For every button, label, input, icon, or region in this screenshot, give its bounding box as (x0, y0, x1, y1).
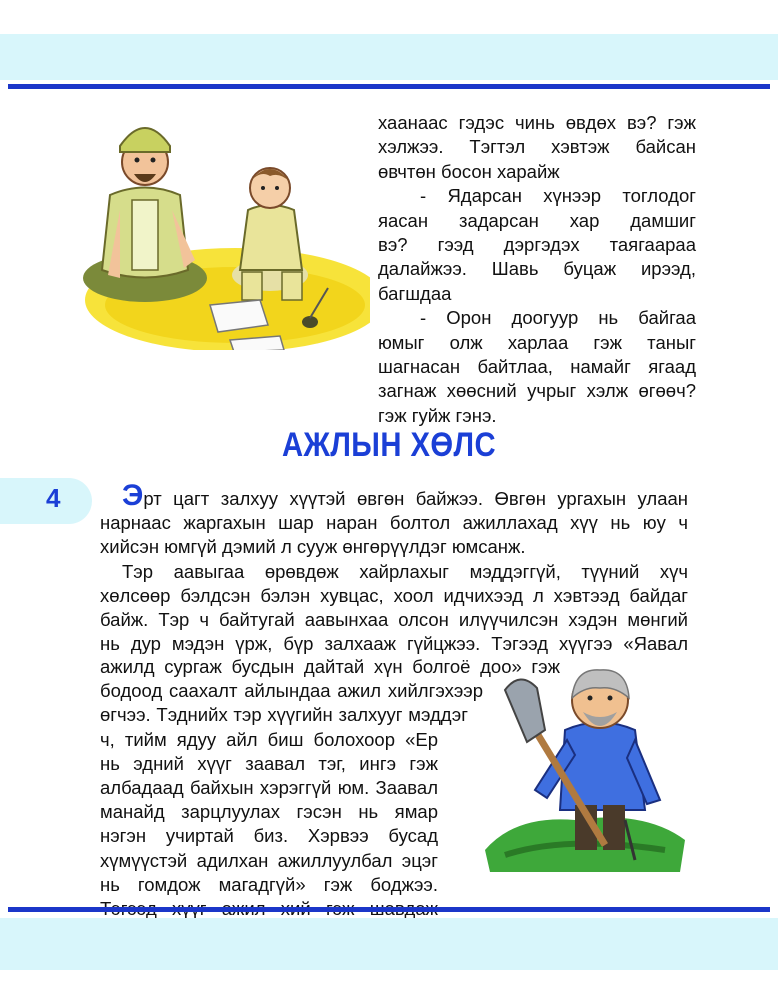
text-line: өвчтөн босон харайж (378, 160, 560, 182)
text-line: хаанаас гэдэс чинь өвдөх вэ? гэж (378, 112, 696, 133)
text-line: байж. Тэр ч байтугай аавынхаа олсон илүүчилсэн хэдэн мөнгий (100, 609, 688, 631)
text-line: - Ядарсан хүнээр тоглодог (420, 185, 696, 207)
drop-cap: Э (122, 479, 144, 512)
teacher-student-illustration (70, 100, 370, 350)
text-line: вэ? гээд дэргэдэх таягаараа (378, 234, 696, 256)
text-line: шагнасан байтлаа, намайг ягаад (378, 356, 696, 378)
text-line: нарнаас жаргахын шар наран болтол ажиллахад хүү нь юу ч (100, 512, 688, 534)
story-body-full (100, 479, 688, 656)
bottom-footer-band (0, 918, 778, 970)
text-line: багшдаа (378, 282, 452, 304)
page-number: 4 (46, 483, 61, 513)
text-line: ажилд сургаж бусдын дайтай хүн болгоё доо» гэж (100, 656, 560, 677)
text-line: өгчээ. Тэднийх тэр хүүгийн залхууг мэддэг (100, 704, 468, 726)
text-line: хийсэн юмгүй дэмий л сууж өнгөрүүлдэг юмсанж. (100, 536, 526, 558)
text-line: хэлжээ. Тэгтэл хэвтэж байсан (378, 136, 696, 158)
text-line: нэгэн учиртай биз. Хэрвээ бусад (100, 825, 438, 847)
text-line: бодоод саахалт айлындаа ажил хийлгэхээр (100, 680, 483, 702)
text-line: ч, тийм ядуу айл биш болохоор «Ер (100, 728, 438, 750)
text-line: загнаж хөөсний учрыг хэлж өгөөч? (378, 380, 696, 402)
text-line: нь эдний хүүг заавал тэг, ингэ гэж (100, 752, 438, 774)
text-line: нь гомдож магадгүй» гэж боджээ. (100, 873, 438, 895)
text-line: хөлсөөр бэлдсэн бэлэн хувцас, хоол идчихээд л хэвтээд байдаг (100, 584, 688, 606)
old-man-shovel-illustration (475, 650, 690, 875)
story-title: АЖЛЫН ХӨЛС (281, 426, 497, 464)
bottom-divider (8, 907, 770, 912)
text-line: гэж гуйж гэнэ. (378, 404, 497, 426)
text-line: Тэр аавыгаа өрөвдөж хайрлахыг мэддэггүй, түүний хүч (122, 560, 688, 582)
top-header-band (0, 34, 778, 80)
text-line: яасан задарсан хар дамшиг (378, 209, 696, 231)
text-line: албадаад байхын хэрэггүй юм. Заавал (100, 777, 438, 799)
text-line: юмыг олж харлаа гэж таныг (378, 331, 696, 353)
text-line-rest: рт цагт залхуу хүүтэй өвгөн байжээ. Өвгөн ургахын улаан (143, 488, 688, 509)
text-line: хүмүүстэй адилхан ажиллуулбал эцэг (100, 849, 438, 871)
story-body-narrow (100, 655, 560, 921)
text-line: манайд зарцлуулах гэсэн нь ямар (100, 801, 438, 823)
text-line: далайжээ. Шавь буцаж ирээд, (378, 258, 696, 280)
top-paragraph (378, 111, 696, 428)
text-line: - Орон доогуур нь байгаа (420, 307, 696, 329)
text-line: нь дур мэдэн үрж, бүр залхааж гүйцжээ. Тэгээд хүүгээ «Яавал (100, 633, 688, 655)
text-line (122, 479, 688, 512)
top-divider (8, 84, 770, 89)
